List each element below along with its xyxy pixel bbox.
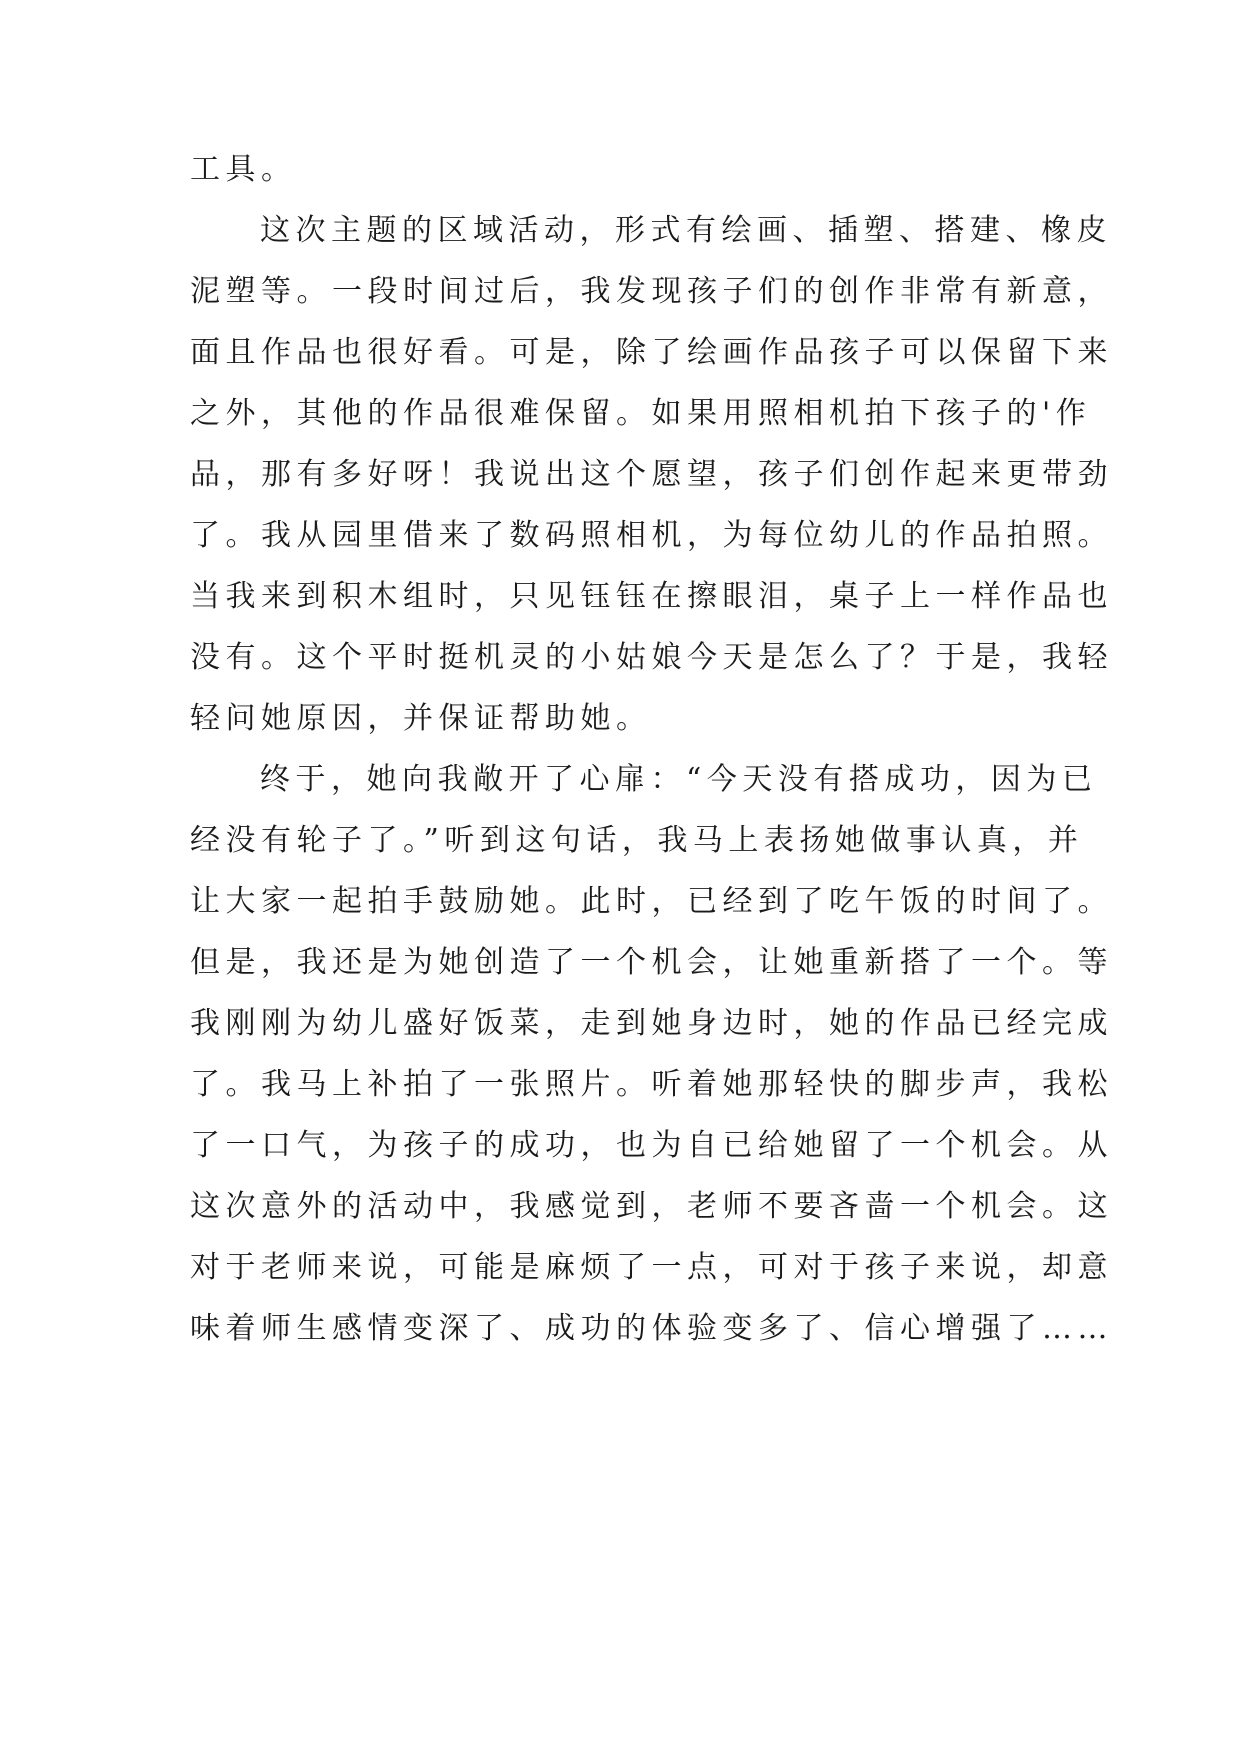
text-line: 没有。这个平时挺机灵的小姑娘今天是怎么了？于是，我轻 (190, 640, 1113, 675)
text-line: 我刚刚为幼儿盛好饭菜，走到她身边时，她的作品已经完成 (190, 1006, 1113, 1041)
text-line: 这次意外的活动中，我感觉到，老师不要吝啬一个机会。这 (190, 1189, 1113, 1224)
paragraph-start-line: 这次主题的区域活动，形式有绘画、插塑、搭建、橡皮 (260, 213, 1112, 248)
text-line: 轻问她原因，并保证帮助她。 (190, 701, 652, 736)
text-line: 了。我马上补拍了一张照片。听着她那轻快的脚步声，我松 (190, 1067, 1113, 1102)
document-body (190, 152, 1113, 1359)
text-line: 但是，我还是为她创造了一个机会，让她重新搭了一个。等 (190, 945, 1113, 980)
text-line: 让大家一起拍手鼓励她。此时，已经到了吃午饭的时间了。 (190, 884, 1113, 919)
text-line: 品，那有多好呀！我说出这个愿望，孩子们创作起来更带劲 (190, 457, 1113, 492)
text-line: 经没有轮子了。”听到这句话，我马上表扬她做事认真，并 (190, 823, 1084, 858)
text-line-1: 工具。 (190, 152, 297, 187)
text-line: 当我来到积木组时，只见钰钰在擦眼泪，桌子上一样作品也 (190, 579, 1113, 614)
text-line: 之外，其他的作品很难保留。如果用照相机拍下孩子的'作 (190, 396, 1092, 431)
text-line: 了一口气，为孩子的成功，也为自已给她留了一个机会。从 (190, 1128, 1113, 1163)
text-line: 味着师生感情变深了、成功的体验变多了、信心增强了…… (190, 1311, 1113, 1346)
text-line: 泥塑等。一段时间过后，我发现孩子们的创作非常有新意， (190, 274, 1113, 309)
text-line: 对于老师来说，可能是麻烦了一点，可对于孩子来说，却意 (190, 1250, 1113, 1285)
paragraph-start-line: 终于，她向我敞开了心扉：“今天没有搭成功，因为已 (260, 762, 1098, 797)
text-line: 了。我从园里借来了数码照相机，为每位幼儿的作品拍照。 (190, 518, 1113, 553)
text-line: 面且作品也很好看。可是，除了绘画作品孩子可以保留下来 (190, 335, 1113, 370)
